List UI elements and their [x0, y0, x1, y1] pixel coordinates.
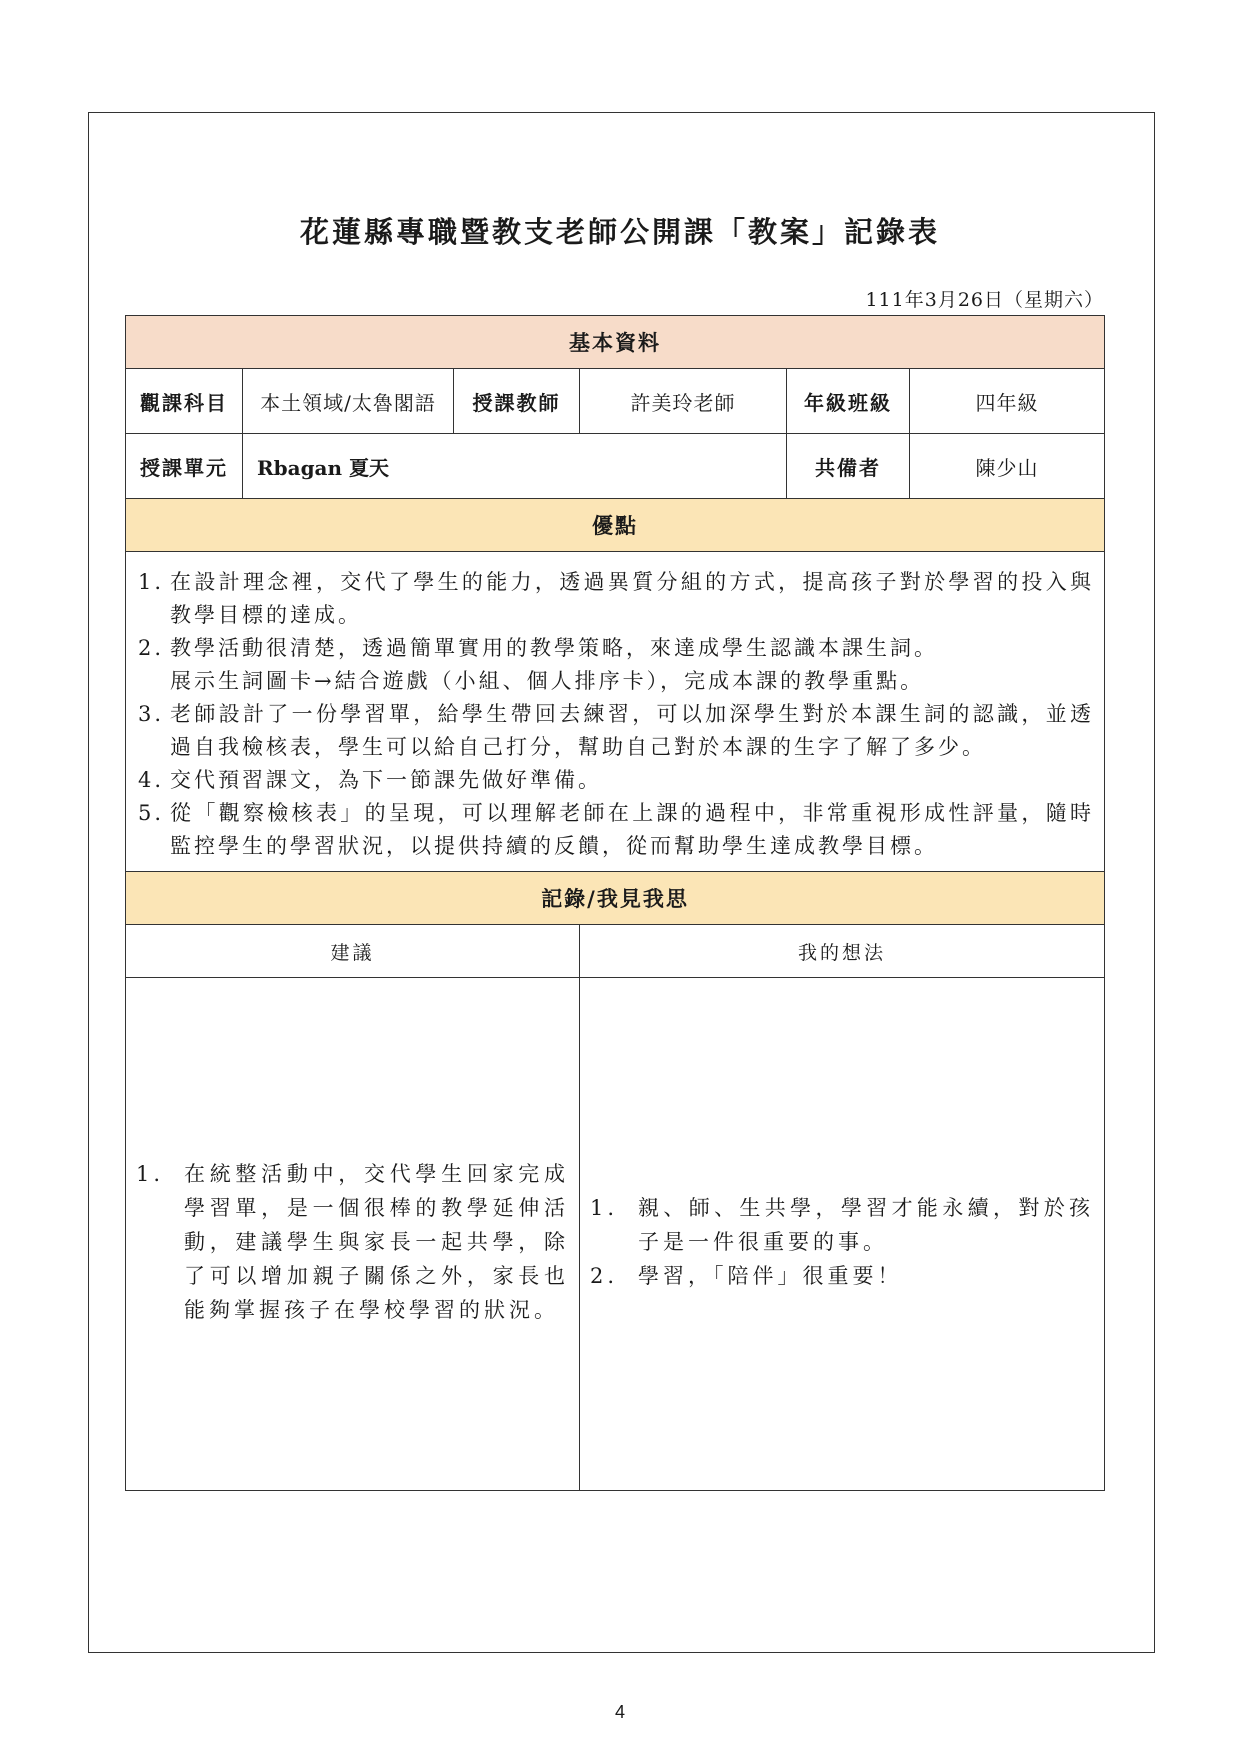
advantage-item: 1. 在設計理念裡，交代了學生的能力，透過異質分組的方式，提高孩子對於學習的投入與教學目標的達成。: [138, 570, 1095, 627]
subject-value: 本土領域/太魯閣語: [243, 369, 454, 434]
page-number: 4: [614, 1702, 625, 1722]
teacher-label: 授課教師: [454, 369, 580, 434]
basic-info-header: 基本資料: [126, 316, 1105, 369]
record-table: [125, 315, 1105, 1491]
document-title: 花蓮縣專職暨教支老師公開課「教案」記錄表: [299, 215, 940, 249]
advantage-item: 2. 教學活動很清楚，透過簡單實用的教學策略，來達成學生認識本課生詞。 展示生詞圖卡→結合遊戲（小組、個人排序卡），完成本課的教學重點。: [138, 636, 938, 693]
teacher-value: 許美玲老師: [580, 369, 787, 434]
unit-value: Rbagan 夏天: [243, 434, 787, 499]
suggestions-list: [136, 1157, 569, 1327]
thought-item: 1. 親、師、生共學，學習才能永續，對於孩子是一件很重要的事。: [590, 1196, 1095, 1254]
advantages-header: 優點: [126, 499, 1105, 552]
subject-label: 觀課科目: [126, 369, 243, 434]
grade-label: 年級班級: [787, 369, 910, 434]
advantage-item: 5. 從「觀察檢核表」的呈現，可以理解老師在上課的過程中，非常重視形成性評量，隨時監控學生的學習狀況，以提供持續的反饋，從而幫助學生達成教學目標。: [138, 801, 1095, 858]
coprep-value: 陳少山: [910, 434, 1105, 499]
thoughts-list: [590, 1191, 1094, 1293]
suggestions-section: [126, 978, 580, 1491]
suggestions-header: 建議: [126, 925, 580, 978]
advantage-item: 4. 交代預習課文，為下一節課先做好準備。: [138, 768, 602, 792]
document-date: 111年3月26日（星期六）: [865, 289, 1104, 311]
record-header: 記錄/我見我思: [126, 872, 1105, 925]
thoughts-header: 我的想法: [580, 925, 1105, 978]
coprep-label: 共備者: [787, 434, 910, 499]
thoughts-section: [580, 978, 1105, 1491]
suggestion-item: 1. 在統整活動中，交代學生回家完成學習單，是一個很棒的教學延伸活動，建議學生與家長一起共學，除了可以增加親子關係之外，家長也能夠掌握孩子在學校學習的狀況。: [136, 1162, 569, 1322]
advantage-item: 3. 老師設計了一份學習單，給學生帶回去練習，可以加深學生對於本課生詞的認識，並透過自我檢核表，學生可以給自己打分，幫助自己對於本課的生字了解了多少。: [138, 702, 1095, 759]
advantages-list: [138, 566, 1094, 863]
grade-value: 四年級: [910, 369, 1105, 434]
advantages-section: [126, 552, 1105, 872]
thought-item: 2. 學習，「陪伴」很重要！: [590, 1264, 903, 1288]
unit-label: 授課單元: [126, 434, 243, 499]
